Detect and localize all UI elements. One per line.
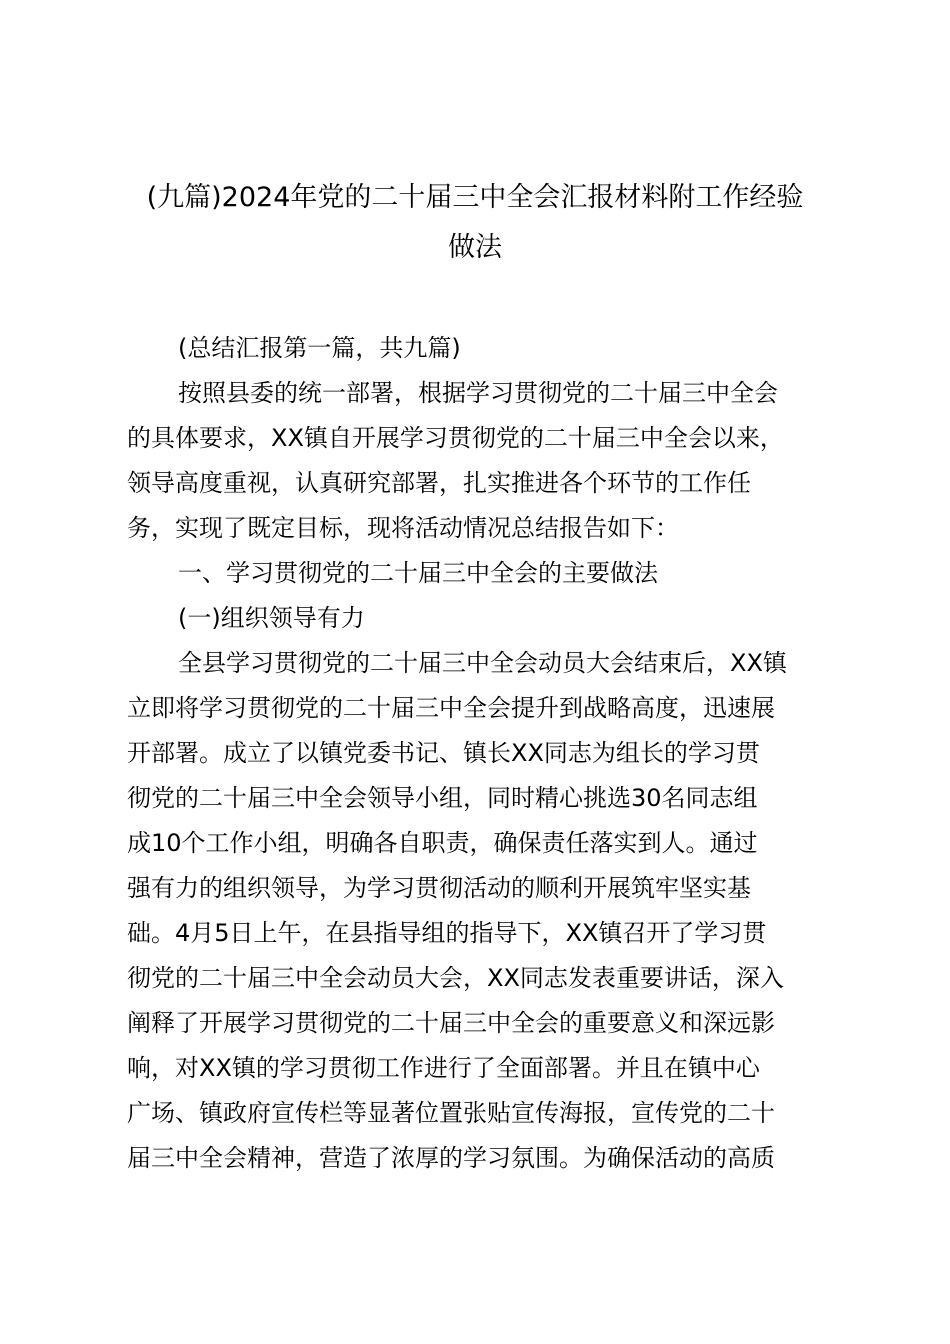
paragraph-line: 务，实现了既定目标，现将活动情况总结报告如下： — [127, 514, 679, 542]
paragraph-line: 的具体要求，XX镇自开展学习贯彻党的二十届三中全会以来， — [127, 424, 784, 452]
document-title-line-1: (九篇)2024年党的二十届三中全会汇报材料附工作经验 — [146, 182, 804, 213]
paragraph-line: 彻党的二十届三中全会领导小组，同时精心挑选30名同志组 — [127, 784, 758, 812]
paragraph-line: 强有力的组织领导，为学习贯彻活动的顺利开展筑牢坚实基 — [127, 874, 751, 902]
paragraph-line: 彻党的二十届三中全会动员大会，XX同志发表重要讲话，深入 — [127, 964, 784, 992]
paragraph-line: 领导高度重视，认真研究部署，扎实推进各个环节的工作任 — [127, 469, 751, 497]
paragraph-line: 届三中全会精神，营造了浓厚的学习氛围。为确保活动的高质 — [127, 1144, 775, 1172]
paragraph-line: (总结汇报第一篇，共九篇) — [178, 334, 461, 362]
paragraph-line: 响，对XX镇的学习贯彻工作进行了全面部署。并且在镇中心 — [127, 1054, 760, 1082]
paragraph-line: 阐释了开展学习贯彻党的二十届三中全会的重要意义和深远影 — [127, 1009, 775, 1037]
paragraph-line: 全县学习贯彻党的二十届三中全会动员大会结束后，XX镇 — [178, 649, 787, 677]
paragraph-line: 立即将学习贯彻党的二十届三中全会提升到战略高度，迅速展 — [127, 694, 775, 722]
section-heading: 一、学习贯彻党的二十届三中全会的主要做法 — [178, 559, 658, 587]
paragraph-line: 成10个工作小组，明确各自职责，确保责任落实到人。通过 — [127, 829, 758, 857]
subsection-heading: (一)组织领导有力 — [178, 604, 365, 632]
paragraph-line: 广场、镇政府宣传栏等显著位置张贴宣传海报，宣传党的二十 — [127, 1099, 775, 1127]
paragraph-line: 按照县委的统一部署，根据学习贯彻党的二十届三中全会 — [178, 379, 778, 407]
paragraph-line: 础。4月5日上午，在县指导组的指导下，XX镇召开了学习贯 — [127, 919, 767, 947]
document-title-line-2: 做法 — [448, 232, 502, 263]
paragraph-line: 开部署。成立了以镇党委书记、镇长XX同志为组长的学习贯 — [127, 739, 760, 767]
